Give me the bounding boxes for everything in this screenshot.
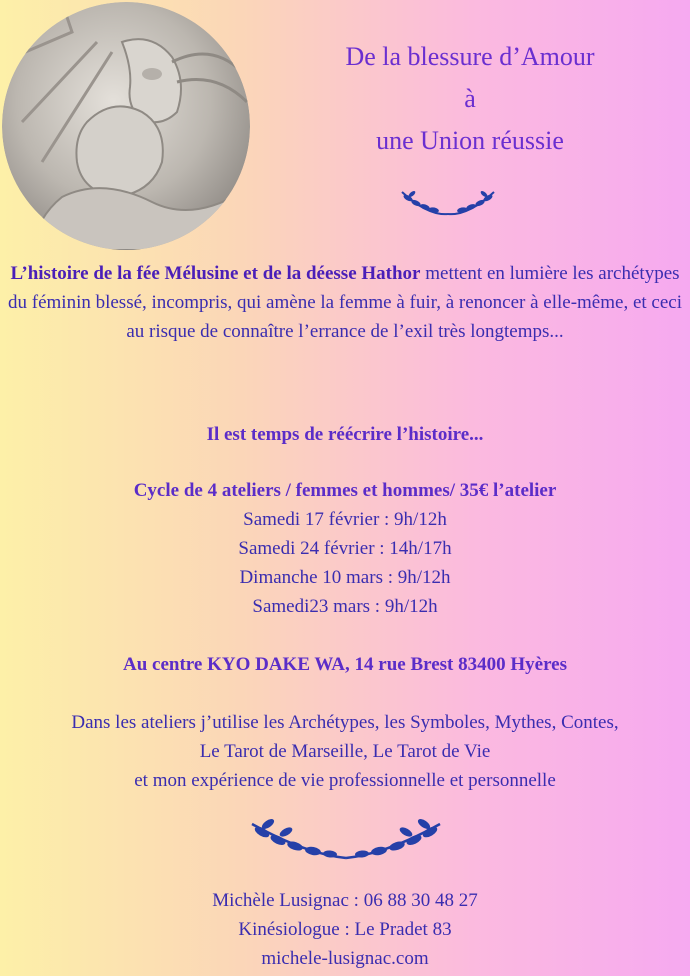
laurel-wreath-icon (398, 186, 498, 225)
laurel-wreath-icon (246, 814, 446, 869)
title-line-2: à (464, 84, 476, 113)
venue-address: Au centre KYO DAKE WA, 14 rue Brest 83400 Hyères (123, 654, 567, 675)
contact-website[interactable]: michele-lusignac.com (261, 948, 429, 969)
tools-section (8, 708, 682, 795)
tools-line: Dans les ateliers j’utilise les Archétypes, les Symboles, Mythes, Contes, (71, 712, 619, 733)
title-block (270, 36, 670, 162)
contact-phone: Michèle Lusignac : 06 88 30 48 27 (212, 890, 478, 911)
cycle-date: Dimanche 10 mars : 9h/12h (239, 567, 451, 588)
cycle-date: Samedi23 mars : 9h/12h (252, 596, 438, 617)
cycle-section (8, 476, 682, 621)
rewrite-line: Il est temps de réécrire l’histoire... (206, 424, 484, 445)
title-line-3: une Union réussie (376, 126, 564, 155)
intro-paragraph (8, 259, 682, 346)
intro-lead: L’histoire de la fée Mélusine et de la déesse Hathor (10, 263, 421, 284)
cycle-date: Samedi 24 février : 14h/17h (238, 538, 452, 559)
contact-section (8, 886, 682, 973)
cycle-heading: Cycle de 4 ateliers / femmes et hommes/ 35€ l’atelier (133, 480, 557, 501)
cycle-date: Samedi 17 février : 9h/12h (243, 509, 447, 530)
contact-role: Kinésiologue : Le Pradet 83 (238, 919, 452, 940)
tools-line: Le Tarot de Marseille, Le Tarot de Vie (199, 741, 491, 762)
intro-rest: mettent en lumière les archétypes du féminin blessé, incompris, qui amène la femme à fuir, à renoncer à elle-même, et ceci au risque de connaître l’errance de l’exil très longtemps... (8, 263, 682, 342)
title-line-1: De la blessure d’Amour (345, 42, 595, 71)
melusine-relief-image (2, 2, 250, 250)
tools-line: et mon expérience de vie professionnelle et personnelle (134, 770, 556, 791)
